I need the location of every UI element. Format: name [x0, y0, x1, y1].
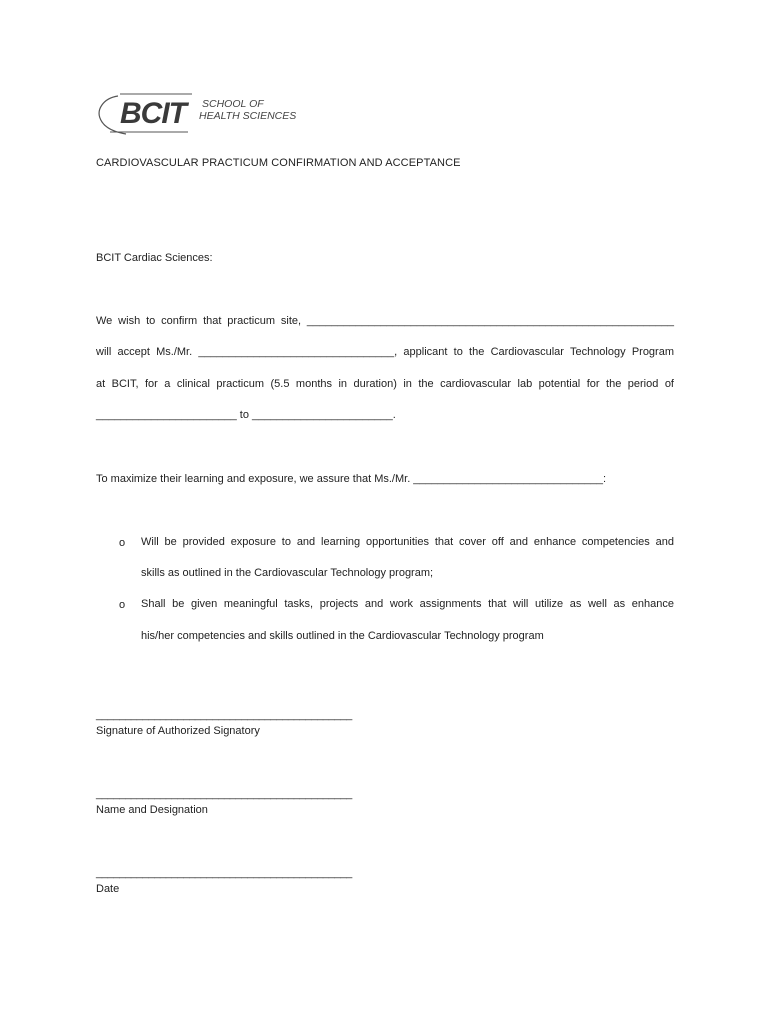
bullet1-line2: skills as outlined in the Cardiovascular Technology program; — [141, 567, 434, 579]
name-designation-label: Name and Designation — [96, 804, 208, 816]
paragraph1-line2: will accept Ms./Mr. ________________________________, applicant to the Cardiovascular Technology Program — [96, 346, 674, 358]
document-title: CARDIOVASCULAR PRACTICUM CONFIRMATION AND ACCEPTANCE — [96, 157, 461, 169]
name-designation-blank-line: ____________________________________________ — [96, 788, 352, 800]
paragraph2: To maximize their learning and exposure, we assure that Ms./Mr. _______________________________: — [96, 473, 607, 485]
date-label: Date — [96, 883, 120, 895]
paragraph1-line3: at BCIT, for a clinical practicum (5.5 months in duration) in the cardiovascular lab potential for the period of — [96, 378, 674, 390]
bcit-logo — [96, 90, 296, 136]
bullet2-line1: Shall be given meaningful tasks, projects and work assignments that will utilize as well as enhance — [141, 598, 674, 610]
logo-line2: HEALTH SCIENCES — [199, 110, 296, 122]
logo-brand: BCIT — [120, 97, 186, 130]
bullet2-line2: his/her competencies and skills outlined in the Cardiovascular Technology program — [141, 630, 544, 642]
date-blank-line: ____________________________________________ — [96, 867, 352, 879]
logo-line1: SCHOOL OF — [202, 98, 264, 110]
signature-label: Signature of Authorized Signatory — [96, 725, 260, 737]
bullet-marker: o — [119, 537, 126, 549]
paragraph1-line1: We wish to confirm that practicum site, ____________________________________________________________ — [96, 315, 674, 327]
bullet1-line1: Will be provided exposure to and learning opportunities that cover off and enhance competencies and — [141, 536, 674, 548]
greeting: BCIT Cardiac Sciences: — [96, 252, 213, 264]
paragraph1-line4: _______________________ to _______________________. — [96, 409, 396, 421]
signature-blank-line: ____________________________________________ — [96, 709, 352, 721]
bullet-marker: o — [119, 599, 126, 611]
